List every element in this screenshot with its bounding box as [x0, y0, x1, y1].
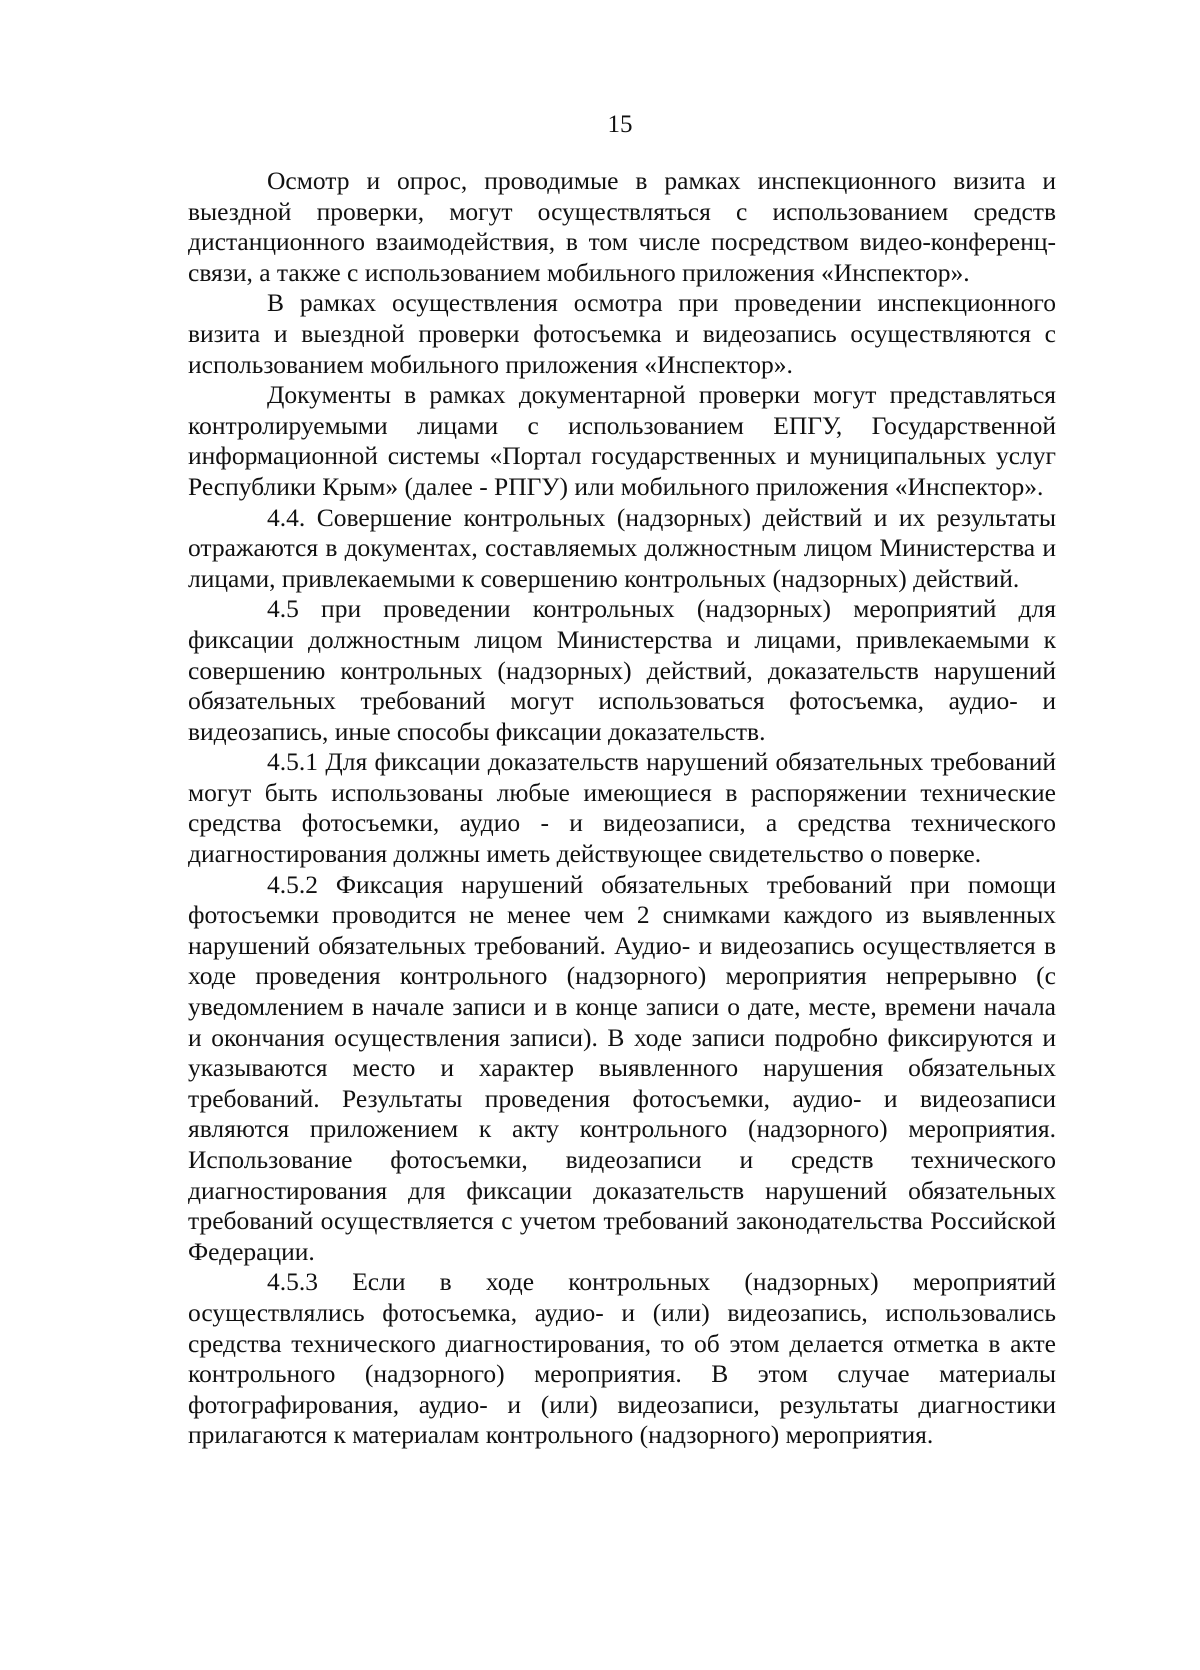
paragraph-4-5-2: 4.5.2 Фиксация нарушений обязательных требований при помощи фотосъемки проводится не менее чем 2 снимками каждого из выявленных нарушений обязательных требований. Аудио- и видеозапись осуществляется в ходе проведения контрольного (надзорного) мероприятия непрерывно (с уведомлением в начале записи и в конце записи о дате, месте, времени начала и окончания осуществления записи). В ходе записи подробно фиксируются и указываются место и характер выявленного нарушения обязательных требований. Результаты проведения фотосъемки, аудио- и видеозаписи являются приложением к акту контрольного (надзорного) мероприятия. Использование фотосъемки, видеозаписи и средств технического диагностирования для фиксации доказательств нарушений обязательных требований осуществляется с учетом требований законодательства Российской Федерации. — [188, 869, 1056, 1266]
paragraph-4-5-1: 4.5.1 Для фиксации доказательств нарушений обязательных требований могут быть использованы любые имеющиеся в распоряжении технические средства фотосъемки, аудио - и видеозаписи, а средства технического диагностирования должны иметь действующее свидетельство о поверке. — [188, 747, 1056, 869]
paragraph-4-5: 4.5 при проведении контрольных (надзорных) мероприятий для фиксации должностным лицом Министерства и лицами, привлекаемыми к совершению контрольных (надзорных) действий, доказательств нарушений обязательных требований могут использоваться фотосъемка, аудио- и видеозапись, иные способы фиксации доказательств. — [188, 594, 1056, 746]
paragraph-4-5-3: 4.5.3 Если в ходе контрольных (надзорных) мероприятий осуществлялись фотосъемка, аудио- и (или) видеозапись, использовались средства технического диагностирования, то об этом делается отметка в акте контрольного (надзорного) мероприятия. В этом случае материалы фотографирования, аудио- и (или) видеозаписи, результаты диагностики прилагаются к материалам контрольного (надзорного) мероприятия. — [188, 1267, 1056, 1450]
paragraph-4-4: 4.4. Совершение контрольных (надзорных) действий и их результаты отражаются в документах, составляемых должностным лицом Министерства и лицами, привлекаемыми к совершению контрольных (надзорных) действий. — [188, 502, 1056, 593]
paragraph-inspection-remote: Осмотр и опрос, проводимые в рамках инспекционного визита и выездной проверки, могут осуществляться с использованием средств дистанционного взаимодействия, в том числе посредством видео-конференц-связи, а также с использованием мобильного приложения «Инспектор». — [188, 166, 1056, 287]
page-number: 15 — [607, 111, 633, 138]
document-body — [188, 166, 1056, 1451]
paragraph-inspection-photo: В рамках осуществления осмотра при проведении инспекционного визита и выездной проверки фотосъемка и видеозапись осуществляются с использованием мобильного приложения «Инспектор». — [188, 288, 1056, 379]
paragraph-documentary-check: Документы в рамках документарной проверки могут представляться контролируемыми лицами с использованием ЕПГУ, Государственной информационной системы «Портал государственных и муниципальных услуг Республики Крым» (далее - РПГУ) или мобильного приложения «Инспектор». — [188, 380, 1056, 501]
